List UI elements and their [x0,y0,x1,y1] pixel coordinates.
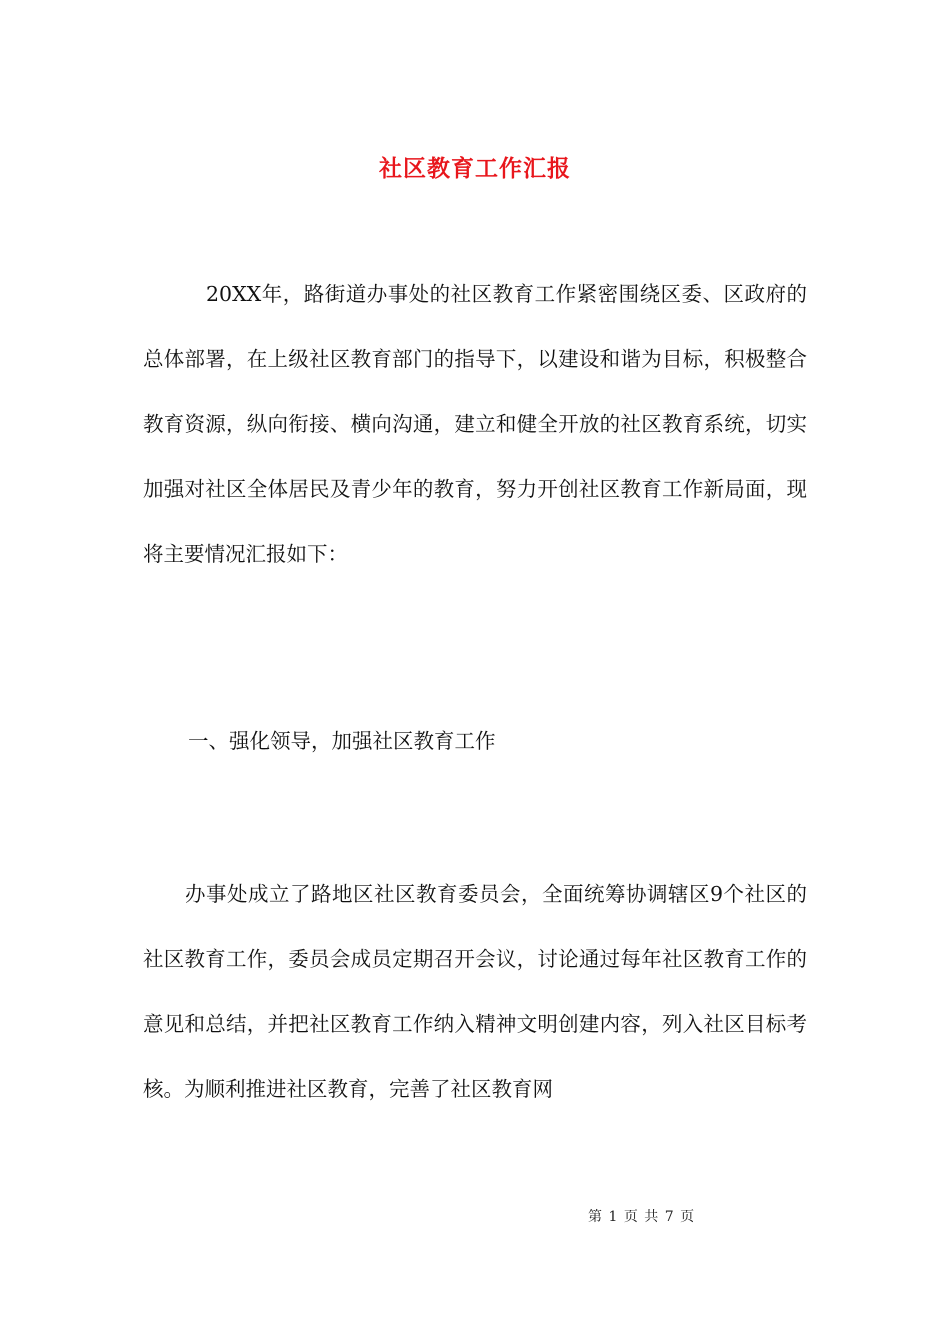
section-heading: 一、强化领导，加强社区教育工作 [188,729,496,753]
page-label-mid: 页 共 [623,1209,660,1225]
total-page-number: 7 [664,1209,675,1225]
section-paragraph: 办事处成立了路地区社区教育委员会，全面统筹协调辖区9个社区的社区教育工作，委员会成员定期召开会议，讨论通过每年社区教育工作的意见和总结，并把社区教育工作纳入精神文明创建内容，列入社区目标考核。为顺利推进社区教育，完善了社区教育网 [143,882,807,1101]
intro-paragraph: 20XX年，路街道办事处的社区教育工作紧密围绕区委、区政府的总体部署，在上级社区教育部门的指导下，以建设和谐为目标，积极整合教育资源，纵向衔接、横向沟通，建立和健全开放的社区教育系统，切实加强对社区全体居民及青少年的教育，努力开创社区教育工作新局面，现将主要情况汇报如下： [143,282,807,566]
document-title: 社区教育工作汇报 [379,155,571,183]
page-label-suffix: 页 [680,1209,696,1225]
page-footer [588,1207,695,1227]
current-page-number: 1 [608,1209,619,1225]
page-label-prefix: 第 [588,1209,603,1225]
